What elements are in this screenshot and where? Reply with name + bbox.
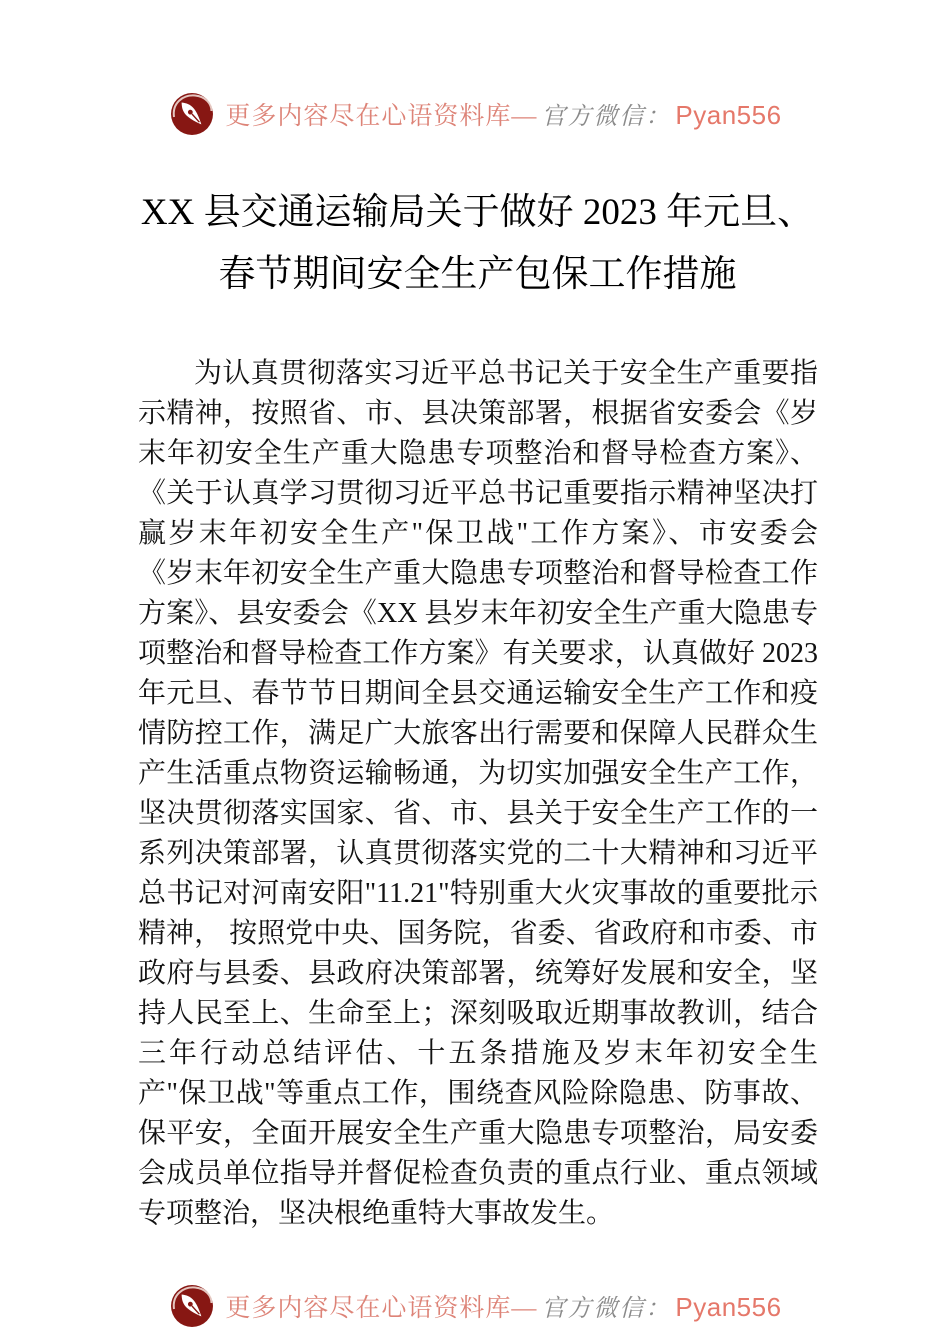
pen-nib-logo-icon — [168, 90, 216, 138]
wechat-id: Pyan556 — [675, 1292, 782, 1322]
title-line-2: 春节期间安全生产包保工作措施 — [218, 254, 737, 295]
footer-banner — [0, 1280, 950, 1332]
document-title — [140, 182, 815, 306]
document-body-paragraph: 为认真贯彻落实习近平总书记关于安全生产重要指示精神，按照省、市、县决策部署，根据省安委会《岁末年初安全生产重大隐患专项整治和督导检查方案》、《关于认真学习贯彻习近平总书记重要指示精神坚决打赢岁末年初安全生产"保卫战"工作方案》、市安委会《岁末年初安全生产重大隐患专项整治和督导检查工作方案》、县安委会《XX 县岁末年初安全生产重大隐患专项整治和督导检查工作方案》有关要求，认真做好 2023 年元旦、春节节日期间全县交通运输安全生产工作和疫情防控工作，满足广大旅客出行需要和保障人民群众生产生活重点物资运输畅通，为切实加强安全生产工作，坚决贯彻落实国家、省、市、县关于安全生产工作的一系列决策部署，认真贯彻落实党的二十大精神和习近平总书记对河南安阳"11.21"特别重大火灾事故的重要批示精神， 按照党中央、国务院，省委、省政府和市委、市政府与县委、县政府决策部署，统筹好发展和安全，坚持人民至上、生命至上；深刻吸取近期事故教训，结合三年行动总结评估、十五条措施及岁末年初安全生产"保卫战"等重点工作，围绕查风险除隐患、防事故、保平安，全面开展安全生产重大隐患专项整治，局安委会成员单位指导并督促检查负责的重点行业、重点领域专项整治，坚决根绝重特大事故发生。 — [138, 358, 818, 1229]
wechat-id: Pyan556 — [675, 100, 782, 130]
header-banner — [0, 0, 950, 140]
promo-text: 更多内容尽在心语资料库— — [225, 103, 538, 130]
footer-banner-text — [225, 1288, 781, 1324]
header-banner-text — [225, 96, 781, 132]
promo-text: 更多内容尽在心语资料库— — [225, 1295, 538, 1322]
wechat-label: 官方微信： — [541, 1296, 672, 1322]
title-line-1: XX 县交通运输局关于做好 2023 年元旦、 — [140, 192, 815, 233]
wechat-label: 官方微信： — [541, 104, 672, 130]
pen-nib-logo-icon — [168, 1282, 216, 1330]
